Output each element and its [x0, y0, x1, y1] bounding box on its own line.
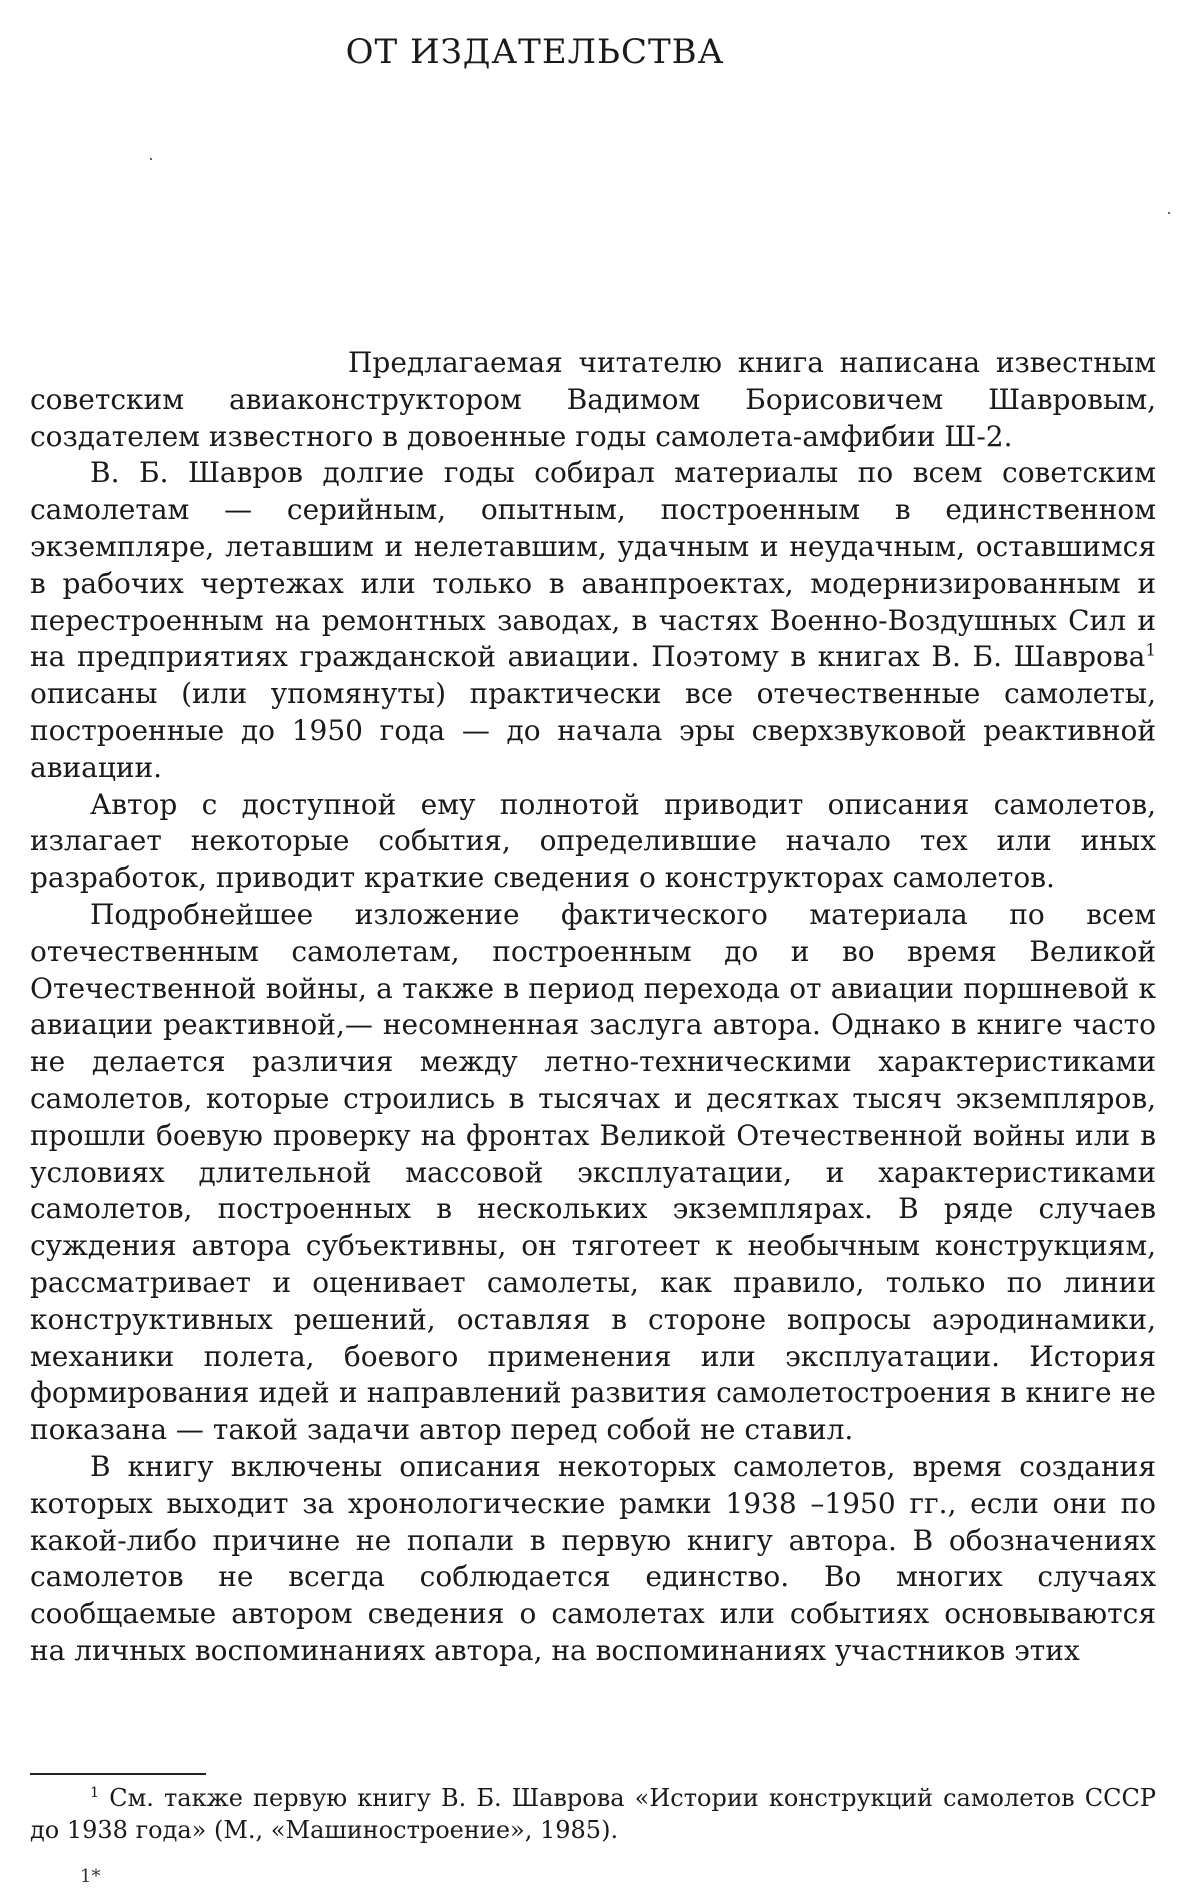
body-text	[30, 345, 1156, 1670]
paragraph-1: Предлагаемая читателю книга написана известным советским авиаконструктором Вадимом Борисовичем Шавровым, создателем известного в довоенные годы самолета-амфибии Ш-2.	[30, 346, 1156, 453]
page-title: ОТ ИЗДАТЕЛЬСТВА	[345, 32, 725, 72]
footnote-text: См. также первую книгу В. Б. Шаврова «Истории конструкций самолетов СССР до 1938 года» (М., «Машиностроение», 1985).	[30, 1784, 1156, 1844]
paragraph-2-part-a: В. Б. Шавров долгие годы собирал материалы по всем советским самолетам — серийным, опытным, построенным в единственном экземпляре, летавшим и нелетавшим, удачным и неудачным, оставшимся в рабочих чертежах или только в аванпроектах, модернизированным и перестроенным на ремонтных заводах, в частях Военно-Воздушных Сил и на предприятиях гражданской авиации. Поэтому в книгах В. Б. Шаврова	[30, 456, 1156, 674]
footnote-reference: 1	[1145, 640, 1156, 661]
paragraph-4: Подробнейшее изложение фактического материала по всем отечественным самолетам, построенным до и во время Великой Отечественной войны, а также в период перехода от авиации поршневой к авиации реактивной,— несомненная заслуга автора. Однако в книге часто не делается различия между летно-техническими характеристиками самолетов, которые строились в тысячах и десятках тысяч экземпляров, прошли боевую проверку на фронтах Великой Отечественной войны или в условиях длительной массовой эксплуатации, и характеристиками самолетов, построенных в нескольких экземплярах. В ряде случаев суждения автора субъективны, он тяготеет к необычным конструкциям, рассматривает и оценивает самолеты, как правило, только по линии конструктивных решений, оставляя в стороне вопросы аэродинамики, механики полета, боевого применения или эксплуатации. История формирования идей и направлений развития самолетостроения в книге не показана — такой задачи автор перед собой не ставил.	[30, 897, 1156, 1447]
paragraph-2-part-b: описаны (или упомянуты) практически все отечественные самолеты, построенные до 1950 года — до начала эры сверхзвуковой реактивной авиации.	[30, 677, 1156, 784]
paragraph-3: Автор с доступной ему полнотой приводит описания самолетов, излагает некоторые события, определившие начало тех или иных разработок, приводит краткие сведения о конструкторах самолетов.	[30, 787, 1156, 895]
paragraph-5: В книгу включены описания некоторых самолетов, время создания которых выходит за хронологические рамки 1938 –1950 гг., если они по какой-либо причине не попали в первую книгу автора. В обозначениях самолетов не всегда соблюдается единство. Во многих случаях сообщаемые автором сведения о самолетах или событиях основываются на личных воспоминаниях автора, на воспоминаниях участников этих	[30, 1449, 1156, 1667]
paragraph-2	[30, 455, 1156, 786]
footnote-divider	[30, 1773, 206, 1775]
footnote-marker: 1	[90, 1785, 100, 1801]
footnote	[30, 1782, 1156, 1846]
scan-speck	[1168, 212, 1170, 214]
scan-speck	[150, 158, 152, 160]
signature-mark: 1*	[80, 1866, 101, 1887]
